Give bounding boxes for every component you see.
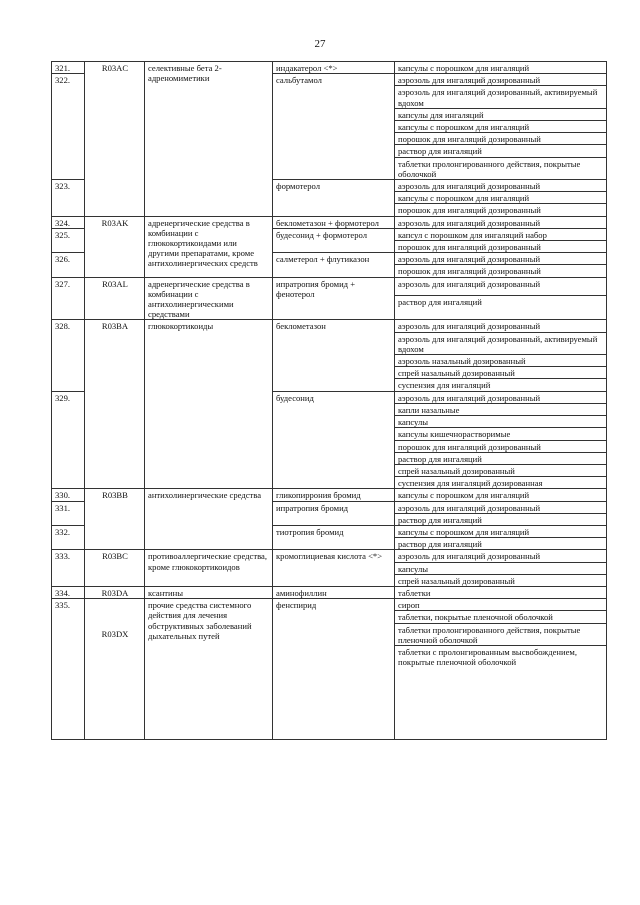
drug-name: кромоглициевая кислота <*> (273, 550, 395, 587)
dosage-form: порошок для ингаляций дозированный (395, 204, 607, 216)
row-number: 328. (52, 320, 85, 391)
dosage-form: аэрозоль для ингаляций дозированный (395, 550, 607, 562)
dosage-form: спрей назальный дозированный (395, 574, 607, 586)
drug-name: индакатерол <*> (273, 62, 395, 74)
table-row (52, 586, 607, 598)
dosage-form: капсулы с порошком для ингаляций (395, 525, 607, 537)
dosage-form: порошок для ингаляций дозированный (395, 440, 607, 452)
table-row (52, 599, 607, 611)
dosage-form: таблетки пролонгированного действия, покрытые пленочной оболочкой (395, 623, 607, 645)
dosage-form: капли назальные (395, 403, 607, 415)
medicines-table (51, 61, 607, 740)
table-row (52, 216, 607, 228)
drug-name: будесонид + формотерол (273, 228, 395, 252)
dosage-form: суспензия для ингаляций (395, 379, 607, 391)
row-number: 325. (52, 228, 85, 252)
drug-name: гликопиррония бромид (273, 489, 395, 501)
row-number: 327. (52, 277, 85, 320)
atc-code: R03BC (85, 550, 145, 587)
pharmacological-group: адренергические средства в комбинации с глюкокортикоидами или другими препаратами, кроме антихолинергических средств (145, 216, 273, 277)
dosage-form: аэрозоль для ингаляций дозированный (395, 253, 607, 265)
atc-code: R03AC (85, 62, 145, 217)
dosage-form: порошок для ингаляций дозированный (395, 265, 607, 277)
page-number: 27 (314, 38, 326, 50)
dosage-form: сироп (395, 599, 607, 611)
dosage-form: капсулы с порошком для ингаляций (395, 192, 607, 204)
dosage-form: аэрозоль назальный дозированный (395, 355, 607, 367)
row-number: 329. (52, 391, 85, 489)
table-row (52, 489, 607, 501)
dosage-form: капсулы для ингаляций (395, 108, 607, 120)
pharmacological-group: ксантины (145, 586, 273, 598)
dosage-form: капсулы с порошком для ингаляций (395, 489, 607, 501)
pharmacological-group: селективные бета 2-адреномиметики (145, 62, 273, 217)
dosage-form: аэрозоль для ингаляций дозированный (395, 391, 607, 403)
dosage-form: капсулы (395, 416, 607, 428)
dosage-form: раствор для ингаляций (395, 538, 607, 550)
table-row (52, 320, 607, 332)
atc-code: R03BA (85, 320, 145, 489)
drug-name: ипратропия бромид (273, 501, 395, 525)
dosage-form: аэрозоль для ингаляций дозированный, активируемый вдохом (395, 86, 607, 108)
drug-name: формотерол (273, 180, 395, 217)
row-number: 330. (52, 489, 85, 501)
row-number: 331. (52, 501, 85, 525)
atc-code: R03AL (85, 277, 145, 320)
pharmacological-group: противоаллергические средства, кроме глюкокортикоидов (145, 550, 273, 587)
table-row (52, 62, 607, 74)
dosage-form: аэрозоль для ингаляций дозированный (395, 216, 607, 228)
row-number: 322. (52, 74, 85, 180)
dosage-form: суспензия для ингаляций дозированная (395, 477, 607, 489)
dosage-form: аэрозоль для ингаляций дозированный (395, 74, 607, 86)
dosage-form: капсулы с порошком для ингаляций (395, 121, 607, 133)
drug-name: салметерол + флутиказон (273, 253, 395, 277)
atc-code: R03DA (85, 586, 145, 598)
row-number: 334. (52, 586, 85, 598)
atc-code: R03BB (85, 489, 145, 550)
drug-name: будесонид (273, 391, 395, 489)
row-number: 332. (52, 525, 85, 549)
pharmacological-group: прочие средства системного действия для лечения обструктивных заболеваний дыхательных путей (145, 599, 273, 740)
table-row (52, 550, 607, 562)
dosage-form: таблетки с пролонгированным высвобождением, покрытые пленочной оболочкой (395, 645, 607, 739)
pharmacological-group: антихолинергические средства (145, 489, 273, 550)
dosage-form: таблетки (395, 586, 607, 598)
drug-name: беклометазон (273, 320, 395, 391)
dosage-form: раствор для ингаляций (395, 452, 607, 464)
dosage-form: таблетки, покрытые пленочной оболочкой (395, 611, 607, 623)
row-number: 324. (52, 216, 85, 228)
dosage-form: аэрозоль для ингаляций дозированный (395, 277, 607, 296)
drug-name: сальбутамол (273, 74, 395, 180)
dosage-form: спрей назальный дозированный (395, 464, 607, 476)
dosage-form: таблетки пролонгированного действия, покрытые оболочкой (395, 157, 607, 179)
dosage-form: капсулы кишечнорастворимые (395, 428, 607, 440)
dosage-form: спрей назальный дозированный (395, 367, 607, 379)
dosage-form: раствор для ингаляций (395, 296, 607, 320)
drug-name: ипратропия бромид + фенотерол (273, 277, 395, 320)
row-number: 333. (52, 550, 85, 587)
dosage-form: аэрозоль для ингаляций дозированный (395, 501, 607, 513)
dosage-form: раствор для ингаляций (395, 145, 607, 157)
dosage-form: порошок для ингаляций дозированный (395, 241, 607, 253)
dosage-form: аэрозоль для ингаляций дозированный (395, 180, 607, 192)
drug-name: беклометазон + формотерол (273, 216, 395, 228)
dosage-form: капсулы (395, 562, 607, 574)
drug-name: тиотропия бромид (273, 525, 395, 549)
dosage-form: порошок для ингаляций дозированный (395, 133, 607, 145)
dosage-form: аэрозоль для ингаляций дозированный, активируемый вдохом (395, 332, 607, 354)
row-number: 323. (52, 180, 85, 217)
pharmacological-group: адренергические средства в комбинации с антихолинергическими средствами (145, 277, 273, 320)
table-row (52, 277, 607, 296)
drug-name: фенспирид (273, 599, 395, 740)
pharmacological-group: глюкокортикоиды (145, 320, 273, 489)
atc-code: R03DX (85, 599, 145, 740)
dosage-form: капсулы с порошком для ингаляций (395, 62, 607, 74)
row-number: 326. (52, 253, 85, 277)
row-number: 335. (52, 599, 85, 740)
atc-code: R03AK (85, 216, 145, 277)
dosage-form: аэрозоль для ингаляций дозированный (395, 320, 607, 332)
dosage-form: капсул с порошком для ингаляций набор (395, 228, 607, 240)
row-number: 321. (52, 62, 85, 74)
dosage-form: раствор для ингаляций (395, 513, 607, 525)
drug-name: аминофиллин (273, 586, 395, 598)
